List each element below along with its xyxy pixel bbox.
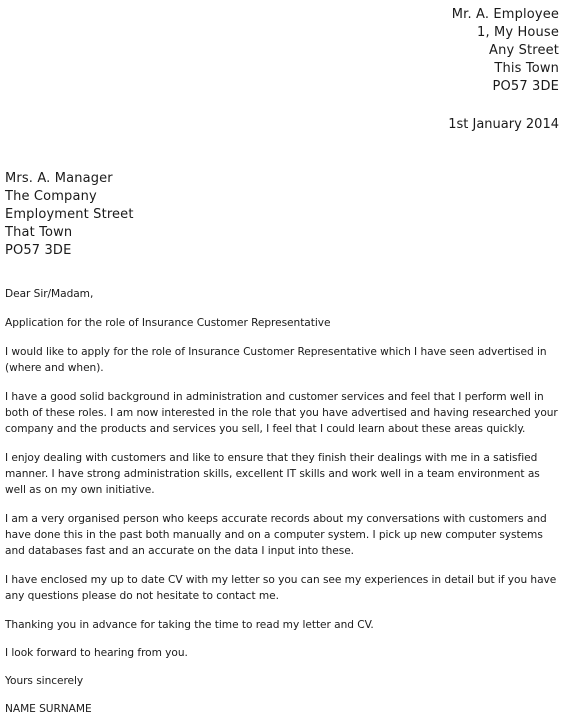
paragraph-cv: I have enclosed my up to date CV with my letter so you can see my experiences in detail but if you have any questions please do not hesitate to contact me. (5, 574, 557, 602)
sender-address-line2: Any Street (489, 43, 559, 58)
paragraph-organised: I am a very organised person who keeps accurate records about my conversations with customers and have done this in the past both manually and on a computer system. I pick up new computer systems and databases fast and an accurate on the data I input into these. (5, 513, 547, 557)
recipient-name: Mrs. A. Manager (5, 171, 113, 186)
paragraph-skills: I enjoy dealing with customers and like to ensure that they finish their dealings with me in a satisfied manner. I have strong administration skills, excellent IT skills and work well in a team environment as well as on my own initiative. (5, 452, 540, 496)
recipient-address (5, 170, 134, 260)
salutation: Dear Sir/Madam, (5, 288, 94, 300)
sender-postcode: PO57 3DE (492, 79, 559, 94)
closing: Yours sincerely (5, 675, 84, 687)
sender-name: Mr. A. Employee (451, 7, 559, 22)
recipient-town: That Town (5, 225, 73, 240)
signature-name: NAME SURNAME (5, 703, 92, 715)
subject-line: Application for the role of Insurance Customer Representative (5, 317, 331, 329)
paragraph-intro: I would like to apply for the role of Insurance Customer Representative which I have seen advertised in (where and when). (5, 346, 547, 374)
sender-address-line1: 1, My House (477, 25, 559, 40)
recipient-company: The Company (5, 189, 97, 204)
sender-address (452, 6, 559, 96)
letter-date: 1st January 2014 (448, 117, 559, 132)
sender-town: This Town (494, 61, 559, 76)
paragraph-background: I have a good solid background in administration and customer services and feel that I perform well in both of these roles. I am now interested in the role that you have advertised and having researched your company and the products and services you sell, I feel that I could learn about these areas quickly. (5, 391, 558, 435)
recipient-street: Employment Street (5, 207, 134, 222)
recipient-postcode: PO57 3DE (5, 243, 72, 258)
paragraph-thanks: Thanking you in advance for taking the time to read my letter and CV. (5, 619, 374, 631)
letter-body (5, 286, 561, 724)
paragraph-look-forward: I look forward to hearing from you. (5, 647, 188, 659)
